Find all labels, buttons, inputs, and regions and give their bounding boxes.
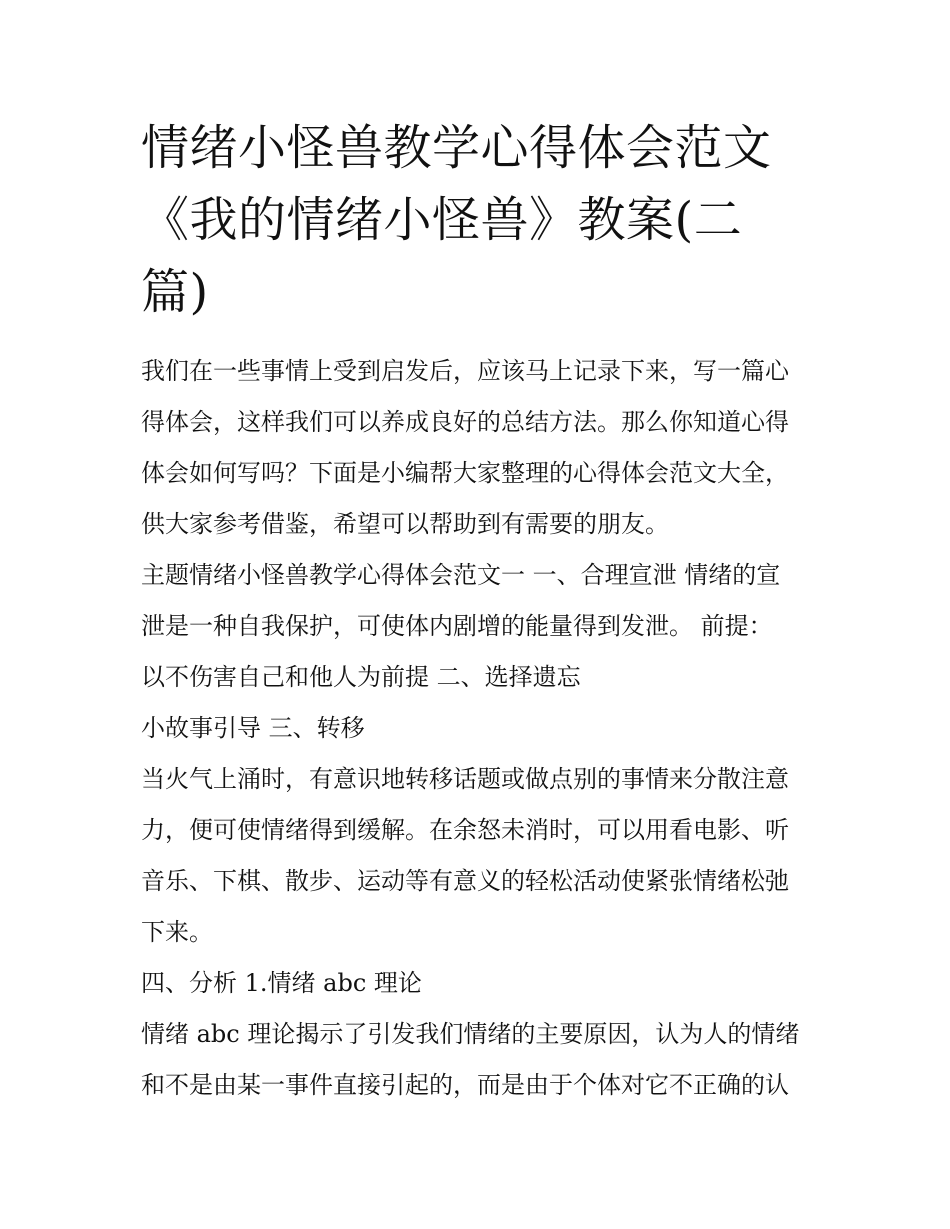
body-line: 我们在一些事情上受到启发后，应该马上记录下来，写一篇心: [141, 357, 789, 385]
body-line: 四、分析 1.情绪 abc 理论: [141, 969, 422, 997]
title-line-2: 《我的情绪小怪兽》教案(二: [141, 192, 743, 248]
document-body: [141, 346, 813, 1111]
document-page: [141, 112, 813, 1111]
body-line: 得体会，这样我们可以养成良好的总结方法。那么你知道心得: [141, 408, 789, 436]
body-line: 体会如何写吗？下面是小编帮大家整理的心得体会范文大全，: [141, 459, 789, 487]
document-title: [141, 112, 813, 328]
body-line: 当火气上涌时，有意识地转移话题或做点别的事情来分散注意: [141, 765, 789, 793]
body-line: 和不是由某一事件直接引起的，而是由于个体对它不正确的认: [141, 1071, 789, 1099]
body-line: 主题情绪小怪兽教学心得体会范文一 一、合理宣泄 情绪的宣: [141, 561, 781, 589]
title-line-1: 情绪小怪兽教学心得体会范文: [141, 120, 772, 176]
title-line-3: 篇): [141, 264, 209, 320]
body-line: 情绪 abc 理论揭示了引发我们情绪的主要原因，认为人的情绪: [141, 1020, 800, 1048]
body-line: 泄是一种自我保护，可使体内剧增的能量得到发泄。 前提：: [141, 612, 773, 640]
body-line: 小故事引导 三、转移: [141, 714, 365, 742]
body-line: 供大家参考借鉴，希望可以帮助到有需要的朋友。: [141, 510, 669, 538]
body-line: 音乐、下棋、散步、运动等有意义的轻松活动使紧张情绪松弛: [141, 867, 789, 895]
body-line: 下来。: [141, 918, 213, 946]
body-line: 力，便可使情绪得到缓解。在余怒未消时，可以用看电影、听: [141, 816, 789, 844]
body-line: 以不伤害自己和他人为前提 二、选择遗忘: [141, 663, 581, 691]
